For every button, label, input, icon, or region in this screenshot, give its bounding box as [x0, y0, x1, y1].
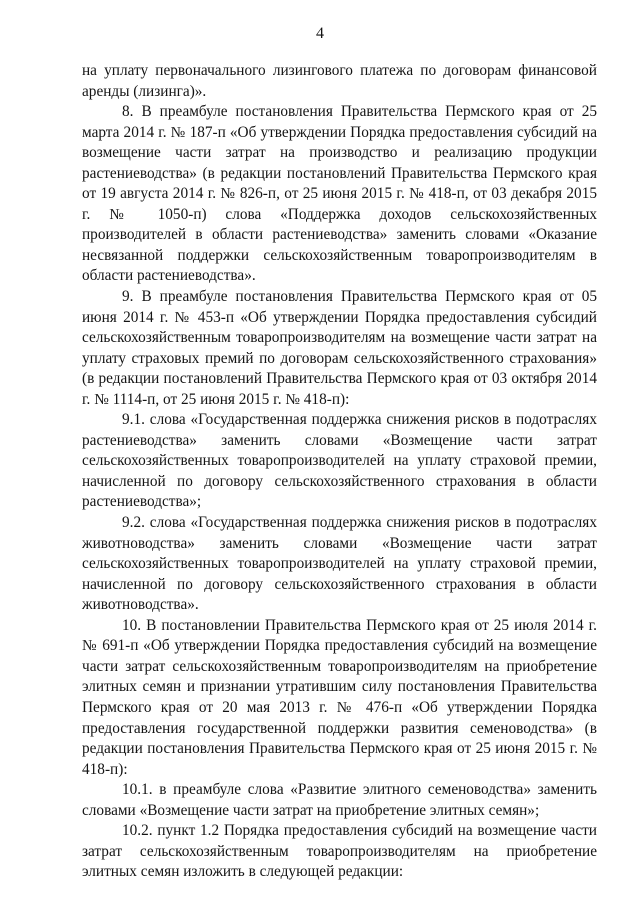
paragraph-item-8: 8. В преамбуле постановления Правительства Пермского края от 25 марта 2014 г. № 187-п «Об утверждении Порядка предоставления субсидий на возмещение части затрат на производство и реализацию продукции растениеводства» (в редакции постановлений Правительства Пермского края от 19 августа 2014 г. № 826-п, от 25 июня 2015 г. № 418-п, от 03 декабря 2015 г. № 1050-п) слова «Поддержка доходов сельскохозяйственных производителей в области растениеводства» заменить словами «Оказание несвязанной поддержки сельскохозяйственным товаропроизводителям в области растениеводства».: [82, 103, 597, 285]
paragraph-item-10-2: 10.2. пункт 1.2 Порядка предоставления субсидий на возмещение части затрат сельскохозяйственным товаропроизводителям на приобретение элитных семян изложить в следующей редакции:: [82, 822, 597, 881]
page-number: 4: [316, 25, 324, 42]
paragraph-item-10: 10. В постановлении Правительства Пермского края от 25 июля 2014 г. № 691-п «Об утверждении Порядка предоставления субсидий на возмещение части затрат сельскохозяйственным товаропроизводителям на приобретение элитных семян и признании утратившим силу постановления Правительства Пермского края от 20 мая 2013 г. № 476-п «Об утверждении Порядка предоставления государственной поддержки развития семеноводства» (в редакции постановления Правительства Пермского края от 25 июня 2015 г. № 418-п):: [82, 616, 597, 778]
paragraph-item-10-1: 10.1. в преамбуле слова «Развитие элитного семеноводства» заменить словами «Возмещение части затрат на приобретение элитных семян»;: [82, 781, 597, 819]
paragraph-item-9-2: 9.2. слова «Государственная поддержка снижения рисков в подотраслях животноводства» заменить словами «Возмещение части затрат сельскохозяйственных товаропроизводителей на уплату страховой премии, начисленной по договору сельскохозяйственного страхования в области животноводства».: [82, 514, 597, 614]
document-body: [82, 61, 597, 883]
paragraph-item-9: 9. В преамбуле постановления Правительства Пермского края от 05 июня 2014 г. № 453-п «Об утверждении Порядка предоставления субсидий сельскохозяйственным товаропроизводителям на возмещение части затрат на уплату страховых премий по договорам сельскохозяйственного страхования» (в редакции постановлений Правительства Пермского края от 03 октября 2014 г. № 1114-п, от 25 июня 2015 г. № 418-п):: [82, 288, 597, 408]
paragraph-item-9-1: 9.1. слова «Государственная поддержка снижения рисков в подотраслях растениеводства» заменить словами «Возмещение части затрат сельскохозяйственных товаропроизводителей на уплату страховой премии, начисленной по договору сельскохозяйственного страхования в области растениеводства»;: [82, 411, 597, 511]
paragraph-continuation: на уплату первоначального лизингового платежа по договорам финансовой аренды (лизинга)».: [82, 62, 597, 100]
